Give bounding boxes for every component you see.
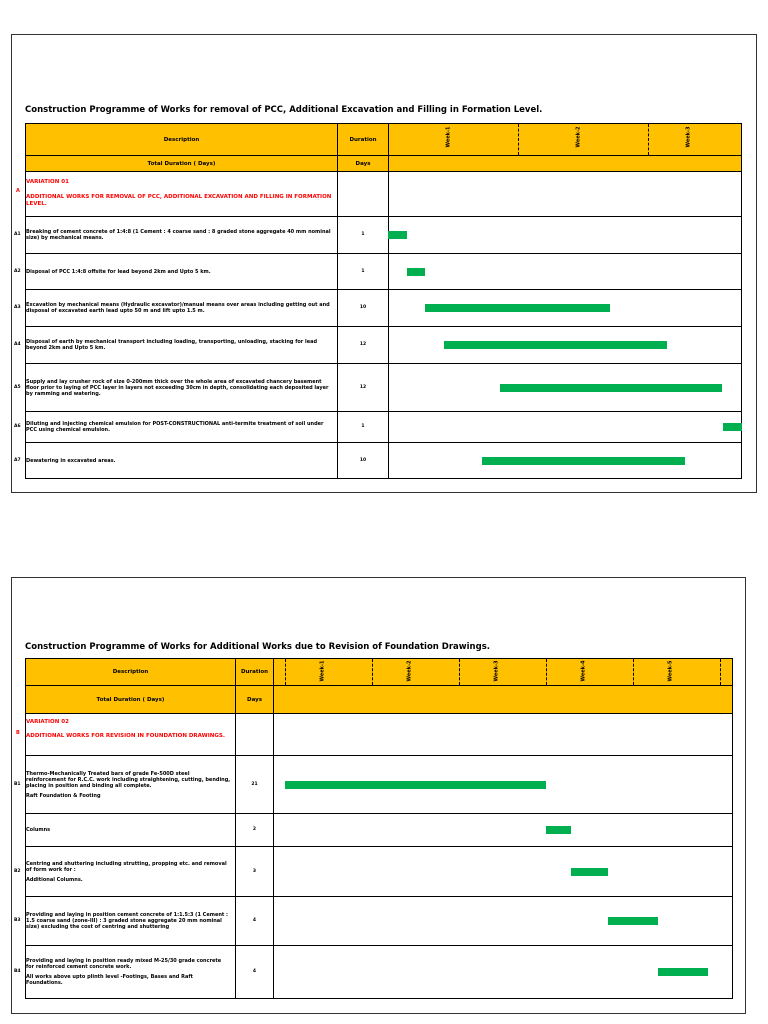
row-description: Disposal of earth by mechanical transport including loading, transporting, unloading, stacking for lead beyond 2km and Upto 5 km. (26, 339, 318, 351)
week-label: Week-2 (575, 126, 582, 148)
table1-section-subheading: ADDITIONAL WORKS FOR REMOVAL OF PCC, ADDITIONAL EXCAVATION AND FILLING IN FORMATION LEVEL. (26, 194, 332, 207)
table1-total-weeks-cell (388, 155, 742, 172)
week-label: Week-1 (445, 126, 452, 148)
week-divider (459, 659, 460, 685)
row-code: A3 (14, 305, 21, 310)
week-label: Week-3 (685, 126, 692, 148)
row-duration: 10 (359, 305, 367, 310)
week-label: Week-4 (580, 660, 587, 682)
row-description: Dewatering in excavated areas. (26, 457, 116, 464)
row-description: Providing and laying in position cement concrete of 1:1.5:3 (1 Cement : 1.5 coarse sand (zone-III) : 3 graded stone aggregate 20 mm nominal size) excluding the cost of centring and shuttering (26, 912, 229, 930)
row-description: Centring and shuttering including strutting, propping etc. and removal of form work for : (26, 860, 227, 873)
table1-section-gantt-cell (388, 171, 742, 217)
gantt-bar (723, 423, 742, 431)
table1-section-code: A (16, 188, 20, 194)
gantt-bar (482, 457, 685, 465)
week-divider (633, 659, 634, 685)
row-code: A5 (14, 384, 21, 390)
gantt-bar (407, 268, 425, 276)
row-subtext: Additional Columns. (26, 876, 83, 883)
gantt-bar (444, 341, 667, 349)
table2-gantt-cell (273, 813, 733, 847)
gantt-bar (500, 384, 722, 392)
row-duration: 21 (251, 781, 258, 787)
row-description: Breaking of cement concrete of 1:4:8 (1 Cement : 4 coarse sand : 8 graded stone aggregate 40 mm nominal size) by mechanical means. (26, 229, 331, 241)
week-label: Week-5 (667, 660, 674, 682)
gantt-bar (388, 231, 407, 239)
week-label: Week-2 (406, 660, 413, 682)
row-duration: 2 (252, 827, 257, 832)
table1-gantt-cell (388, 216, 742, 254)
week-divider (285, 659, 286, 685)
table1-gantt-cell (388, 253, 742, 290)
row-description-block (26, 850, 231, 893)
week-divider (518, 124, 519, 155)
row-description-block (26, 759, 231, 810)
row-duration: 1 (361, 424, 365, 429)
row-code: A4 (14, 342, 21, 347)
table2-section-gantt-cell (273, 713, 733, 756)
gantt-bar (658, 968, 708, 976)
row-description: Providing and laying in position ready mixed M-25/30 grade concrete for reinforced cement concrete work. (26, 958, 222, 970)
week-divider (546, 659, 547, 685)
row-subtext: All works above upto plinth level -Footings, Bases and Raft Foundations. (26, 974, 193, 986)
row-description: Supply and lay crusher rock of size 0-200mm thick over the whole area of excavated chancery basement floor prior to laying of PCC layer in layers not exceeding 30cm in depth, consolidating each deposited layer by ramming and watering. (26, 378, 329, 397)
row-description-block (26, 817, 231, 843)
table2-section-code: B (16, 730, 20, 736)
row-code: A6 (14, 424, 21, 429)
table2-section-duration-cell (235, 713, 274, 756)
table2-title: Construction Programme of Works for Additional Works due to Revision of Foundation Drawings. (25, 642, 490, 652)
row-code: A7 (14, 457, 21, 463)
table2-total-duration-label: Total Duration ( Days) (25, 685, 236, 714)
row-code: B3 (14, 918, 21, 923)
row-description: Excavation by mechanical means (Hydraulic excavator)/manual means over areas including getting out and disposal of excavated earth lead upto 50 m and lift upto 1.5 m. (26, 302, 330, 314)
gantt-bar (425, 304, 610, 312)
row-code: B4 (14, 969, 21, 974)
row-description: Thermo-Mechanically Treated bars of grade Fe-500D steel reinforcement for R.C.C. work including straightening, cutting, bending, placing in position and binding all complete. (26, 770, 231, 789)
table1-days-label: Days (337, 155, 389, 172)
row-duration: 12 (359, 342, 367, 347)
gantt-bar (546, 826, 571, 834)
table2-gantt-cell (273, 846, 733, 897)
week-divider (648, 124, 649, 155)
week-divider (720, 659, 721, 685)
row-description-block (26, 900, 231, 942)
table2-total-weeks-cell (273, 685, 733, 714)
table1-total-duration-label: Total Duration ( Days) (25, 155, 338, 172)
week-label: Week-3 (493, 660, 500, 682)
week-label: Week-1 (319, 660, 326, 682)
row-duration: 12 (359, 384, 367, 390)
row-duration: 4 (252, 969, 257, 974)
row-duration: 1 (361, 268, 365, 274)
row-description: Diluting and injecting chemical emulsion for POST-CONSTRUCTIONAL anti-termite treatment of soil under PCC using chemical emulsion. (26, 421, 324, 433)
row-duration: 3 (252, 868, 257, 874)
row-duration: 10 (359, 457, 367, 463)
table2-days-label: Days (235, 685, 274, 714)
table1-gantt-cell (388, 411, 742, 443)
week-divider (372, 659, 373, 685)
table1-section-duration-cell (337, 171, 389, 217)
table2-section-subheading: ADDITIONAL WORKS FOR REVISION IN FOUNDATION DRAWINGS. (26, 733, 225, 739)
row-code: B2 (14, 868, 21, 874)
table1-title: Construction Programme of Works for removal of PCC, Additional Excavation and Filling in Formation Level. (25, 105, 543, 115)
row-description-block (26, 949, 231, 995)
row-code: B1 (14, 781, 21, 787)
gantt-bar (285, 781, 546, 789)
row-subtext: Raft Foundation & Footing (26, 792, 101, 799)
row-duration: 4 (252, 918, 257, 923)
row-description: Disposal of PCC 1:4:8 offsite for lead beyond 2km and Upto 5 km. (26, 268, 211, 275)
row-duration: 1 (361, 232, 365, 237)
gantt-bar (608, 917, 658, 925)
row-description: Columns (26, 827, 51, 833)
table1-section-heading: VARIATION 01 (26, 179, 69, 185)
table2-description-header: Description (25, 658, 236, 686)
row-code: A2 (14, 268, 21, 274)
table1-description-header: Description (25, 123, 338, 156)
table1-duration-header: Duration (337, 123, 389, 156)
row-code: A1 (14, 232, 21, 237)
table2-duration-header: Duration (235, 658, 274, 686)
gantt-bar (571, 868, 608, 876)
table2-section-heading: VARIATION 02 (26, 719, 69, 725)
table2-gantt-cell (273, 896, 733, 946)
table2-weeks-header (273, 658, 733, 686)
